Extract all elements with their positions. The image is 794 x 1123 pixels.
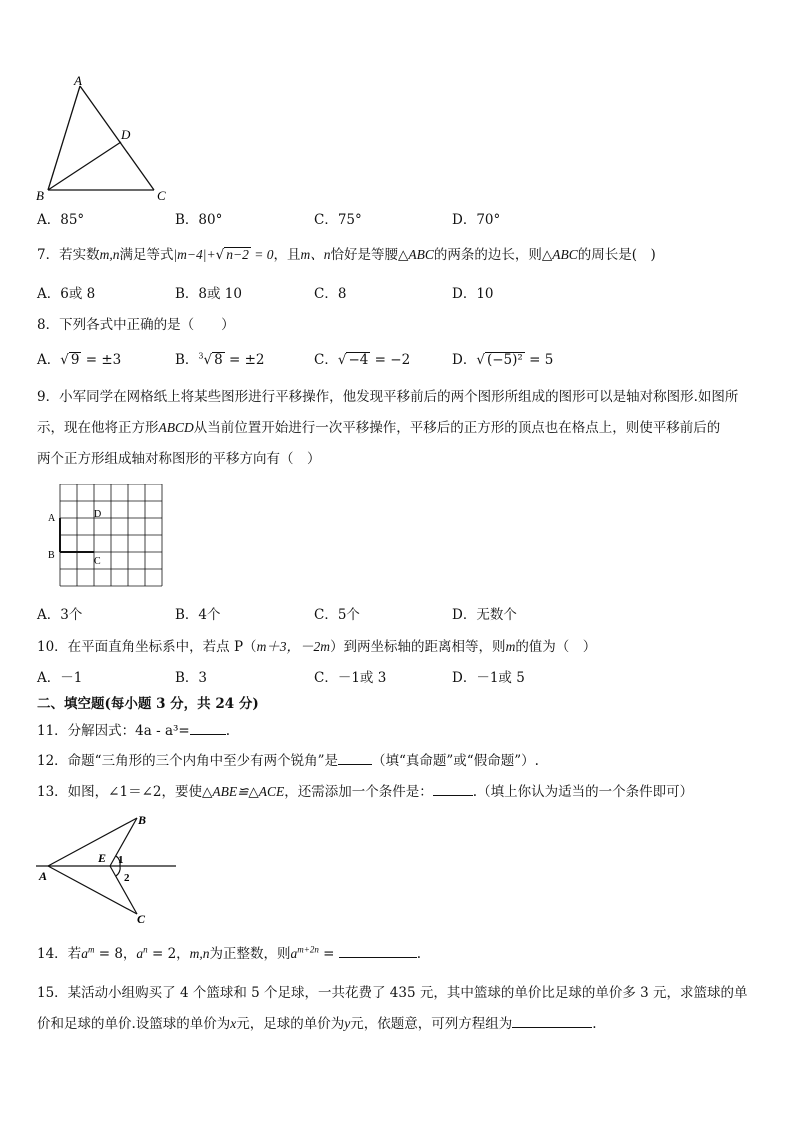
q15-answer-blank[interactable] xyxy=(512,1015,592,1028)
q13-mid: ，还需添加一个条件是： xyxy=(284,784,433,800)
grid-label-b: B xyxy=(48,550,55,561)
angle-label-1: 1 xyxy=(118,854,124,866)
q15-line2c: 元，依题意，可列方程组为 xyxy=(350,1016,513,1032)
q8-b-label: B． xyxy=(175,352,199,368)
q14-e1-rhs: = 8， xyxy=(94,946,137,962)
q7-mid4: 的两条的边长，则 xyxy=(433,247,542,263)
q9-option-b[interactable]: B．4个 xyxy=(175,607,221,623)
q7-lead: 7．若实数 xyxy=(37,247,100,263)
q7-option-a[interactable]: A．6或 8 xyxy=(37,286,96,302)
q10-option-b[interactable]: B．3 xyxy=(175,670,208,686)
q15-x: x xyxy=(230,1016,237,1031)
q14-e2-sup: n xyxy=(143,944,148,955)
q13-tail: .（填上你认为适当的一个条件即可） xyxy=(472,784,694,800)
question-9-line-3: 两个正方形组成轴对称图形的平移方向有（ ） xyxy=(37,451,321,467)
vertex-label-c: C xyxy=(157,188,166,203)
q15-line2b: 元，足球的单价为 xyxy=(236,1016,345,1032)
section-2-heading: 二、填空题(每小题 3 分，共 24 分) xyxy=(37,696,259,712)
q8-b-rhs: = ±2 xyxy=(224,352,265,368)
vertex-label-b: B xyxy=(36,188,44,203)
q14-mid: 为正整数，则 xyxy=(209,946,291,962)
q14-e3-sup: m+2n xyxy=(297,944,319,955)
q15-tail: . xyxy=(592,1016,597,1032)
question-7-stem: 7．若实数m,n满足等式|m−4|+√ n−2 = 0，且m、n恰好是等腰△ABC的两条的边长，则△ABC的周长是( ) xyxy=(37,247,656,263)
q9-square-name: ABCD xyxy=(158,420,194,435)
question-9-line-1: 9．小军同学在网格纸上将某些图形进行平移操作，他发现平移前后的两个图形所组成的图形可以是轴对称图形.如图所 xyxy=(37,389,739,405)
question-10-stem xyxy=(37,635,596,655)
q8-a-radicand: 9 xyxy=(70,352,80,368)
q10-option-c[interactable]: C．－1或 3 xyxy=(314,670,387,686)
q14-e3-rhs: = xyxy=(318,946,339,962)
q8-option-a[interactable]: A．√ 9 = ±3 xyxy=(37,352,122,368)
q9-option-a[interactable]: A．3个 xyxy=(37,607,83,623)
q8-option-b[interactable]: B．$^3$√ 8 = ±2 xyxy=(175,351,265,368)
q7-tail: 的周长是( ) xyxy=(577,247,656,263)
q7-option-d[interactable]: D．10 xyxy=(452,286,494,302)
q14-vars: m,n xyxy=(189,946,210,961)
grid-figure xyxy=(44,484,164,590)
q8-b-radicand: 8 xyxy=(214,352,223,368)
q7-mid2: ，且 xyxy=(273,247,301,263)
q9-option-d[interactable]: D．无数个 xyxy=(452,607,517,623)
q8-c-label: C． xyxy=(314,352,338,368)
angle-figure xyxy=(32,810,182,926)
q10-option-a[interactable]: A．－1 xyxy=(37,670,83,686)
q9-line2b: 从当前位置开始进行一次平移操作，平移后的正方形的顶点也在格点上，则使平移前后的 xyxy=(193,420,721,436)
q7-vars2: m、n xyxy=(300,247,331,262)
q10-option-d[interactable]: D．－1或 5 xyxy=(452,670,525,686)
question-13 xyxy=(37,780,693,800)
q7-triangle-1: △ABC xyxy=(397,247,434,262)
q8-d-label: D． xyxy=(452,352,477,368)
q13-congruence: △ABE≌△ACE xyxy=(201,784,285,799)
q11-tail: . xyxy=(225,723,231,739)
angle-label-2: 2 xyxy=(124,872,130,884)
q7-mid1: 满足等式 xyxy=(119,247,174,263)
q13-lead: 13．如图，∠1＝∠2，要使 xyxy=(37,784,202,800)
q10-var: m xyxy=(505,639,516,654)
q12-lead: 12．命题“三角形的三个内角中至少有两个锐角”是 xyxy=(37,753,338,769)
q12-answer-blank[interactable] xyxy=(338,752,372,765)
q6-option-c[interactable]: C．75° xyxy=(314,212,362,228)
q8-option-c[interactable]: C．√ −4 = −2 xyxy=(314,352,411,368)
q8-b-index: 3 xyxy=(198,351,204,361)
point-label-c: C xyxy=(137,912,146,926)
question-15-line-2 xyxy=(37,1012,597,1032)
q7-eq1: |m−4|+ xyxy=(173,247,216,262)
q8-option-d[interactable]: D．√ (−5)² = 5 xyxy=(452,352,554,368)
q8-a-label: A． xyxy=(37,352,61,368)
q7-option-b[interactable]: B．8或 10 xyxy=(175,286,242,302)
vertex-label-d: D xyxy=(121,127,131,142)
triangle-figure xyxy=(30,72,180,204)
q11-lead: 11．分解因式：4a - a³= xyxy=(37,723,190,739)
q8-a-rhs: = ±3 xyxy=(81,352,122,368)
question-9-line-2 xyxy=(37,416,720,436)
q14-lead: 14．若 xyxy=(37,946,82,962)
q8-c-radicand: −4 xyxy=(348,352,369,368)
question-11 xyxy=(37,719,230,739)
q8-c-rhs: = −2 xyxy=(370,352,411,368)
q14-e2: a xyxy=(136,946,144,961)
q7-mid3: 恰好是等腰 xyxy=(330,247,398,263)
q8-d-rhs: = 5 xyxy=(524,352,554,368)
point-label-b: B xyxy=(138,813,147,827)
q15-y: y xyxy=(344,1016,351,1031)
q14-e2-rhs: = 2， xyxy=(147,946,190,962)
point-label-a: A xyxy=(39,869,48,883)
question-8-stem: 8．下列各式中正确的是（ ） xyxy=(37,317,235,333)
q8-d-radicand: (−5)² xyxy=(486,352,523,368)
q10-mid: ）到两坐标轴的距离相等，则 xyxy=(330,639,506,655)
q9-line2a: 示，现在他将正方形 xyxy=(37,420,159,436)
question-12 xyxy=(37,749,539,769)
q7-triangle-2: △ABC xyxy=(541,247,578,262)
q9-option-c[interactable]: C．5个 xyxy=(314,607,360,623)
q14-e1-sup: m xyxy=(87,944,95,955)
q14-e3: a xyxy=(290,946,298,961)
grid-label-c: C xyxy=(94,556,101,567)
q10-coords: m＋3，－2m xyxy=(256,639,331,654)
q14-answer-blank[interactable] xyxy=(339,945,417,958)
q7-option-c[interactable]: C．8 xyxy=(314,286,347,302)
point-label-e: E xyxy=(98,851,107,865)
vertex-label-a: A xyxy=(74,73,82,88)
q7-radicand: n−2 xyxy=(226,247,249,262)
grid-label-a: A xyxy=(48,513,56,524)
q6-option-d[interactable]: D．70° xyxy=(452,212,501,228)
q12-tail: （填“真命题”或“假命题”）. xyxy=(371,753,539,769)
q6-option-a[interactable]: A．85° xyxy=(37,212,85,228)
grid-label-d: D xyxy=(94,509,102,520)
q6-option-b[interactable]: B．80° xyxy=(175,212,223,228)
q14-e1: a xyxy=(81,946,88,961)
q10-tail: 的值为（ ） xyxy=(515,639,597,655)
q10-lead: 10．在平面直角坐标系中，若点 P（ xyxy=(37,639,257,655)
q13-answer-blank[interactable] xyxy=(433,783,473,796)
q7-vars: m,n xyxy=(99,247,120,262)
q15-line2a: 价和足球的单价.设篮球的单价为 xyxy=(37,1016,231,1032)
q7-eq2: = 0 xyxy=(250,247,274,262)
question-14 xyxy=(37,942,421,962)
q14-tail: . xyxy=(416,946,422,962)
question-15-line-1: 15．某活动小组购买了 4 个篮球和 5 个足球，一共花费了 435 元，其中篮球的单价比足球的单价多 3 元，求篮球的单 xyxy=(37,985,748,1001)
q11-answer-blank[interactable] xyxy=(190,722,226,735)
